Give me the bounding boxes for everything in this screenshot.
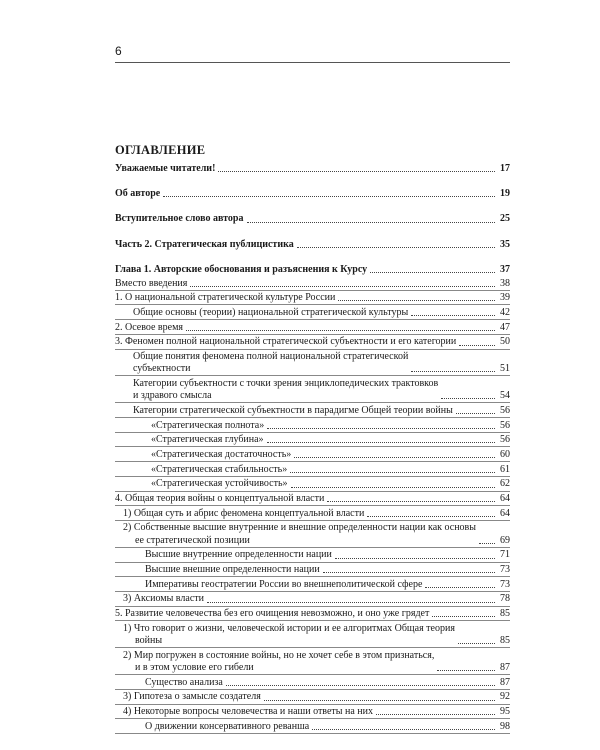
leader-dots	[411, 315, 495, 316]
toc-entry[interactable]	[115, 378, 510, 403]
leader-dots	[247, 222, 496, 223]
toc-entry-page: 47	[500, 321, 510, 333]
toc-entry-label: 5. Развитие человечества без его очищения невозможно, и оно уже грядет	[115, 608, 430, 620]
leader-dots	[432, 616, 495, 617]
toc-entry[interactable]	[115, 336, 510, 349]
leader-dots	[218, 171, 495, 172]
toc-entry-label: Категории стратегической субъектности в парадигме Общей теории войны	[133, 404, 453, 416]
toc-entry-page: 64	[500, 493, 510, 505]
toc-entry-page: 37	[500, 263, 510, 275]
toc-entry-page: 56	[500, 434, 510, 446]
toc-entry-line-1: Общие понятия феномена полной национальной стратегической	[133, 351, 409, 363]
toc-entry-label	[115, 351, 408, 375]
toc-entry-page: 85	[500, 608, 510, 620]
toc-entry-line-2: и здравого смысла	[133, 390, 212, 402]
leader-dots	[190, 286, 495, 287]
leader-dots	[437, 670, 495, 671]
toc-entry-label	[115, 650, 434, 674]
toc-entry-label: 4) Некоторые вопросы человечества и наши ответы на них	[123, 706, 373, 718]
leader-dots	[327, 501, 495, 502]
toc-entry[interactable]	[115, 307, 510, 320]
toc-entry[interactable]	[115, 508, 510, 521]
toc-entry[interactable]	[115, 706, 510, 719]
toc-entry-label: О движении консервативного реванша	[145, 720, 310, 732]
leader-dots	[479, 543, 495, 544]
toc-entry-page: 38	[500, 277, 510, 289]
toc-entry-label: Об авторе	[115, 188, 161, 200]
toc-entry[interactable]	[115, 522, 510, 547]
toc-entry[interactable]	[115, 292, 510, 305]
table-of-contents	[115, 163, 510, 736]
toc-entry-page: 56	[500, 404, 510, 416]
toc-entry-line-2: войны	[135, 635, 163, 647]
leader-dots	[291, 487, 495, 488]
toc-entry-label: Глава 1. Авторские обоснования и разъяснения к Курсу	[115, 263, 368, 275]
toc-entry-page: 19	[500, 188, 510, 200]
leader-dots	[456, 413, 495, 414]
toc-entry-label: Императивы геостратегии России во внешнеполитической сфере	[145, 578, 423, 590]
toc-entry-label: «Стратегическая глубина»	[151, 434, 264, 446]
toc-entry[interactable]	[115, 721, 510, 734]
toc-entry-page: 78	[500, 593, 510, 605]
toc-entry-page: 51	[500, 363, 510, 375]
leader-dots	[458, 643, 495, 644]
toc-entry[interactable]	[115, 677, 510, 690]
toc-entry-page: 73	[500, 564, 510, 576]
leader-dots	[425, 587, 495, 588]
toc-entry[interactable]	[115, 278, 510, 291]
toc-entry-page: 25	[500, 213, 510, 225]
toc-entry-page: 42	[500, 306, 510, 318]
leader-dots	[441, 398, 495, 399]
toc-entry[interactable]	[115, 608, 510, 621]
toc-entry-page: 87	[500, 662, 510, 673]
toc-entry-page: 61	[500, 463, 510, 475]
leader-dots	[370, 272, 495, 273]
toc-entry-label: 3. Феномен полной национальной стратегической субъектности и его категории	[115, 336, 457, 348]
toc-entry-label: Высшие внешние определенности нации	[145, 564, 320, 576]
leader-dots	[411, 371, 495, 372]
toc-entry-label: Часть 2. Стратегическая публицистика	[115, 238, 294, 250]
leader-dots	[338, 300, 495, 301]
leader-dots	[264, 700, 495, 701]
toc-entry-page: 62	[500, 478, 510, 490]
toc-entry-page: 92	[500, 691, 510, 703]
toc-entry-label: Высшие внутренние определенности нации	[145, 549, 332, 561]
toc-entry-label	[115, 378, 438, 402]
toc-entry-label: «Стратегическая стабильность»	[151, 463, 288, 475]
toc-entry-line-1: 2) Собственные высшие внутренние и внешние определенности нации как основы	[123, 522, 476, 534]
toc-entry-line-2: и в этом условие его гибели	[135, 662, 254, 673]
toc-entry[interactable]	[115, 549, 510, 562]
toc-entry[interactable]	[115, 650, 510, 675]
toc-entry-page: 50	[500, 336, 510, 348]
leader-dots	[163, 196, 495, 197]
toc-entry-page: 73	[500, 578, 510, 590]
toc-entry-page: 87	[500, 676, 510, 688]
leader-dots	[294, 457, 495, 458]
toc-entry-label: Уважаемые читатели!	[115, 163, 216, 174]
toc-entry[interactable]	[115, 623, 510, 648]
toc-entry-line-2: ее стратегической позиции	[135, 534, 250, 546]
toc-entry-page: 85	[500, 635, 510, 647]
leader-dots	[459, 345, 495, 346]
toc-entry-line-1: 1) Что говорит о жизни, человеческой истории и ее алгоритмах Общая теория	[123, 622, 455, 634]
toc-entry-label: Вступительное слово автора	[115, 213, 244, 225]
leader-dots	[267, 428, 495, 429]
toc-entry-page: 17	[500, 163, 510, 174]
toc-entry-label: «Стратегическая устойчивость»	[151, 478, 288, 490]
toc-title: ОГЛАВЛЕНИЕ	[115, 143, 206, 157]
toc-entry[interactable]	[115, 564, 510, 577]
toc-entry-intro[interactable]	[115, 213, 510, 225]
leader-dots	[290, 472, 495, 473]
toc-entry-label: 2. Осевое время	[115, 321, 184, 333]
toc-entry-page: 98	[500, 720, 510, 732]
leader-dots	[312, 729, 495, 730]
toc-entry[interactable]	[115, 434, 510, 447]
leader-dots	[367, 516, 495, 517]
toc-entry-page: 60	[500, 448, 510, 460]
toc-entry-line-1: 2) Мир погружен в состояние войны, но не хочет себе в этом признаться,	[123, 649, 435, 661]
toc-entry[interactable]	[115, 322, 510, 335]
toc-entry[interactable]	[115, 351, 510, 376]
leader-dots	[207, 602, 495, 603]
toc-entry-page: 71	[500, 549, 510, 561]
header-rule	[115, 62, 510, 63]
leader-dots	[186, 330, 495, 331]
leader-dots	[226, 685, 495, 686]
leader-dots	[267, 442, 495, 443]
toc-entry[interactable]	[115, 593, 510, 606]
toc-entry[interactable]	[115, 420, 510, 433]
toc-entry-page: 95	[500, 706, 510, 718]
toc-entry-chapter-1[interactable]	[115, 264, 510, 276]
leader-dots	[335, 558, 495, 559]
toc-entry[interactable]	[115, 478, 510, 491]
toc-entry-label	[115, 522, 476, 546]
toc-entry-about-author[interactable]	[115, 188, 510, 200]
toc-entry[interactable]	[115, 449, 510, 462]
toc-entry[interactable]	[115, 464, 510, 477]
toc-entry-page: 56	[500, 419, 510, 431]
toc-entry[interactable]	[115, 579, 510, 592]
toc-entry-line-1: Категории субъектности с точки зрения энциклопедических трактовков	[133, 377, 439, 389]
toc-entry-label	[115, 623, 455, 647]
leader-dots	[376, 714, 495, 715]
toc-entry-label: «Стратегическая достаточность»	[151, 448, 292, 460]
toc-entry-label: 1) Общая суть и абрис феномена концептуальной власти	[123, 507, 365, 519]
toc-entry-readers[interactable]	[115, 163, 510, 175]
toc-entry-label: Вместо введения	[115, 277, 188, 289]
toc-entry-label: 3) Гипотеза о замысле создателя	[123, 691, 261, 703]
toc-entry-page: 54	[500, 390, 510, 402]
toc-entry-label: «Стратегическая полнота»	[151, 419, 265, 431]
toc-entry-label: Общие основы (теории) национальной стратегической культуры	[133, 306, 409, 318]
toc-entry-page: 39	[500, 292, 510, 304]
page-number: 6	[115, 44, 122, 58]
toc-entry-label: Существо анализа	[145, 676, 223, 688]
toc-entry[interactable]	[115, 493, 510, 506]
toc-entry-label: 4. Общая теория войны о концептуальной власти	[115, 493, 325, 505]
toc-entry-page: 35	[500, 238, 510, 250]
toc-entry-label: 1. О национальной стратегической культуре России	[115, 292, 336, 304]
toc-entry[interactable]	[115, 691, 510, 704]
toc-entry[interactable]	[115, 405, 510, 418]
toc-entry-part-2[interactable]	[115, 239, 510, 251]
toc-entry-label: 3) Аксиомы власти	[123, 593, 204, 605]
leader-dots	[323, 572, 495, 573]
toc-entry-page: 69	[500, 534, 510, 546]
toc-entry-line-2: субъектности	[133, 363, 191, 375]
leader-dots	[297, 247, 495, 248]
toc-entry-page: 64	[500, 507, 510, 519]
